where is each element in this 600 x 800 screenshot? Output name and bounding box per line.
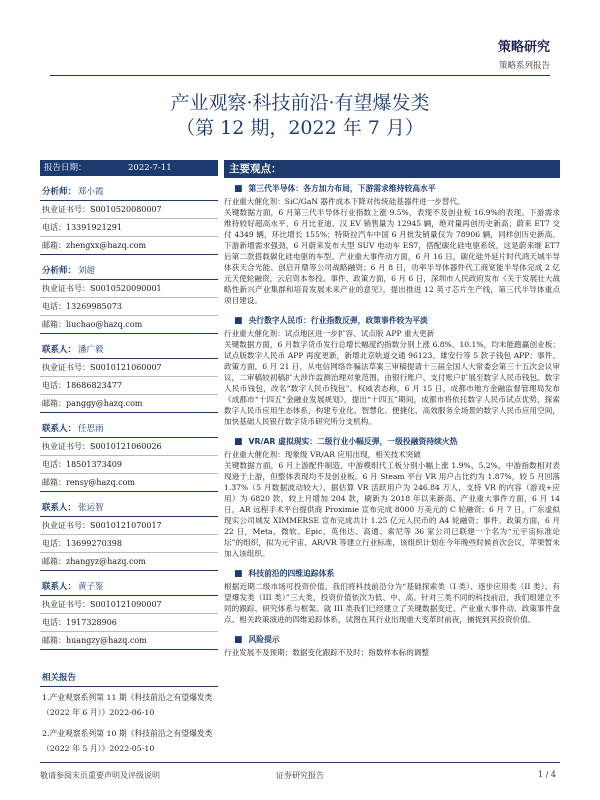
analyst-role: 联系人： [42, 503, 77, 513]
report-title: 产业观察·科技前沿·有望爆发类 [170, 92, 430, 114]
header-divider [50, 75, 550, 76]
analyst-cert: 执业证书号：S0010520090001 [40, 280, 218, 298]
analyst-name-text: 刘超 [78, 266, 96, 276]
section-gap [224, 306, 560, 310]
section-title: 风险提示 [248, 635, 280, 644]
analyst-cert: 执业证书号：S0010121060026 [40, 438, 218, 456]
section-heading [234, 568, 560, 579]
section-paragraph: 关键数据方面，6 月上游配件制造、中游模组代工板分别小幅上涨 1.9%、5.2%，中游指数相对表现逊于上游，但整体表现均不及创业板。6 月 Steam 平台 VR 用户占比约为 1.87%，较 5 月回落 1.37%（5 月数据波动较大），据估算 VR 活跃用户为 246.84 万人，支持 VR 的内容（游戏+应用）为 6820 款，较上月增加 204 款，刷新为 2018 年以来新高。产业重大事件方面，6 月 14 日，AR 远程手术平台提供商 Proximie 宣布完成 8000 万美元的 C 轮融资；6 月 7 日，广东虚拟现实公司城发 XIMMERSE 宣布完成共计 1.25 亿元人民币的 A4 轮融资；事件、政策方面，6 月 22 日，Meta、微软、Epic、英伟达、高通、索尼等 36 家公司已联建一个名为“元宇宙标准论坛”的组织，拟为元宇宙、AR/VR 等建立行业标准，该组织计划在今年晚些时候首次会议，苹果暂未加入该组织。 [224, 461, 560, 558]
analyst-name-text: 潘广毅 [78, 345, 104, 355]
section-heading [234, 634, 560, 645]
footer-divider [40, 762, 560, 763]
section-title: VR/AR 虚拟现实：二级行业小幅反弹，一级投融资持续火热 [248, 437, 458, 446]
related-report-item[interactable]: 1.产业观察系列第 11 期《科技前沿之有望爆发类（2022 年 6 月）》2022-06-10 [42, 693, 213, 717]
analyst-cert: 执业证书号：S0010121060007 [40, 359, 218, 377]
section-heading [234, 436, 560, 447]
report-date-bar [40, 160, 218, 176]
analyst-phone: 电话：13269985073 [40, 298, 218, 316]
analyst-phone: 电话：13391921291 [40, 219, 218, 237]
main-content [224, 160, 560, 662]
analyst-email[interactable]: 邮箱：rensy@hazq.com [40, 474, 218, 492]
analyst-name-text: 黄子鉴 [78, 582, 104, 592]
analyst-block [40, 261, 218, 334]
related-report-item[interactable]: 2.产业观察系列第 10 期《科技前沿之有望爆发类（2022 年 5 月）》2022-05-10 [42, 729, 213, 753]
analyst-list [40, 182, 218, 650]
content-section [224, 634, 560, 662]
page-number: 1 / 4 [538, 770, 556, 779]
analyst-email[interactable]: 邮箱：zhangyz@hazq.com [40, 553, 218, 571]
analyst-block [40, 182, 218, 255]
bullet-icon: ■ [234, 635, 243, 645]
analyst-email[interactable]: 邮箱：panggy@hazq.com [40, 395, 218, 413]
section-gap [224, 658, 560, 662]
left-sidebar [40, 160, 218, 759]
main-points-heading: 主要观点： [224, 160, 560, 178]
analyst-role: 联系人： [42, 424, 77, 434]
analyst-role: 分析师： [42, 266, 77, 276]
analyst-name [40, 498, 218, 517]
bullet-icon: ■ [234, 316, 243, 326]
analyst-name-text: 任思雨 [78, 424, 104, 434]
analyst-phone: 电话：18686823477 [40, 377, 218, 395]
analyst-name-text: 郑小霞 [78, 187, 104, 197]
analyst-block [40, 419, 218, 492]
content-section [224, 568, 560, 629]
analyst-cert: 执业证书号：S0010121090007 [40, 596, 218, 614]
section-title: 央行数字人民币：行业指数反弹，政策事件较为平淡 [248, 316, 428, 325]
related-reports [40, 668, 218, 759]
analyst-name-text: 张运智 [78, 503, 104, 513]
content-section [224, 436, 560, 563]
section-gap [224, 427, 560, 431]
footer-report-type: 证券研究报告 [276, 771, 324, 780]
analyst-email[interactable]: 邮箱：zhengxx@hazq.com [40, 237, 218, 255]
section-heading [234, 315, 560, 326]
report-date-label: 报告日期： [44, 163, 87, 173]
header-brand [498, 36, 550, 71]
bullet-icon: ■ [234, 569, 243, 579]
analyst-email[interactable]: 邮箱：huangzy@hazq.com [40, 632, 218, 650]
section-paragraph: 关键数据方面，6 月数字货币发行总增长幅度约指数分别上涨 6.8%、10.1%，均未能跑赢创业板；试点版数字人民币 APP 再度更新，新增北京轨道交通 96123、雄安行等 5 款子钱包 APP；事件、政策方面，6 月 21 日，从电信网络诈骗法草案三审稿提请十三届全国人大常委会第三十五次会议审议，二审稿较初稿扩大涉诈监测治理对象范围，由银行账户、支付账户扩展至数字人民币钱包、数字人民币钱包，改名“数字人民币钱包”。权威表态称，6 月 15 日，成都市地方金融监督管理局发布《成都市“十四五”金融业发展规划》，提出“十四五”期间，成都市将依托数字人民币试点优势，探索数字人民币应用生态体系，构建专业化、智慧化、便捷化、高效服务全场景的数字人民币应用空间，加快基础人民银行数字货币研究所分支机构。 [224, 340, 560, 426]
analyst-role: 联系人： [42, 582, 77, 592]
analyst-name [40, 182, 218, 201]
section-title: 科技前沿的四维追踪体系 [248, 569, 335, 578]
brand-title: 策略研究 [497, 40, 550, 55]
section-paragraph: 行业重大催化剂：现象级 VR/AR 应用出现，相关技术突破 [224, 450, 421, 459]
report-title-issue: （第 12 期，2022 年 7 月） [176, 117, 424, 139]
section-heading [234, 183, 560, 194]
section-paragraph: 行业发展不及预期；数据变化跟踪不及时；指数样本标的调整 [224, 648, 430, 657]
main-sections [224, 183, 560, 662]
analyst-block [40, 577, 218, 650]
analyst-block [40, 498, 218, 571]
section-title: 第三代半导体：各方加力布局，下游需求维持较高水平 [248, 184, 436, 193]
bullet-icon: ■ [234, 184, 243, 194]
section-paragraph: 根据近期二级市场可投资价值，我们将科技前沿分为“基础探索类（I 类）、逐步应用类（II 类）、有望爆发类（III 类）”三大类，投资价值依次为低、中、高。针对三类不同的科技前沿，我们组建立不同的跟踪、研究体系与框架。就 III 类我们已经建立了关键数据变迁、产业重大事件动、政策事件盘点、相关政策演进的四维追踪体系，试图在其行业出现重大变革时前夜，捕捉到其投资价值。 [224, 582, 560, 624]
bullet-icon: ■ [234, 437, 243, 447]
analyst-block [40, 340, 218, 413]
analyst-phone: 电话：1917328906 [40, 614, 218, 632]
analyst-phone: 电话：13699270398 [40, 535, 218, 553]
section-gap [224, 625, 560, 629]
section-gap [224, 559, 560, 563]
analyst-name [40, 577, 218, 596]
analyst-phone: 电话：18501373409 [40, 456, 218, 474]
analyst-role: 联系人： [42, 345, 77, 355]
content-section [224, 183, 560, 310]
section-paragraph: 行业重大催化剂：SiC/GaN 器件成本下降对传统硅基器件进一步替代。 [224, 197, 465, 206]
report-date-value: 2022-7-11 [128, 163, 172, 173]
related-reports-heading: 相关报告 [40, 668, 218, 687]
section-paragraph: 行业重大催化剂：试点地区进一步扩容、试点版 APP 重大更新 [224, 329, 435, 338]
analyst-name [40, 340, 218, 359]
footer-disclaimer: 敬请参阅末页重要声明及评级说明 [40, 771, 160, 780]
analyst-role: 分析师： [42, 187, 77, 197]
section-paragraph: 关键数据方面，6 月第三代半导体行业指数上涨 9.5%，表现不及创业板 16.9%的表现。下游需求维持较好超高水平，6 月比亚迪、汉 EV 销售量为 12945 辆，绝对量再创历史新高；蔚来 ET7 交付 4349 辆，环比增长 155%；特斯拉汽车中国 6 月批发销量仅为 78906 辆，同样创历史新高。下游新增需求强劲，6 月蔚来发布大型 SUV 电动车 ES7，搭配碳化硅电驱系统，这是蔚来继 ET7 后第二款搭载碳化硅电驱的车型。产业重大事件动方面，6 月 16 日，碳化硅外延片时代鸿天城半导体获天合光能、创启开鼎等公司战略融资；6 月 8 日，功率半导体器件代工商宽能半导体完成 2 亿元天使轮融资，云启资本参投。事件、政策方面，6 月 6 日，深圳市人民政府发布《关于发展壮大战略性新兴产业集群和培育发展未来产业的意见》，提出推进 12 英寸芯片生产线，第三代半导体重点项目建设。 [224, 208, 560, 305]
analyst-email[interactable]: 邮箱：liuchao@hazq.com [40, 316, 218, 334]
analyst-name [40, 261, 218, 280]
analyst-name [40, 419, 218, 438]
analyst-cert: 执业证书号：S0010520080007 [40, 201, 218, 219]
content-section [224, 315, 560, 431]
brand-subtitle: 策略系列报告 [498, 61, 550, 71]
analyst-cert: 执业证书号：S0010121070017 [40, 517, 218, 535]
